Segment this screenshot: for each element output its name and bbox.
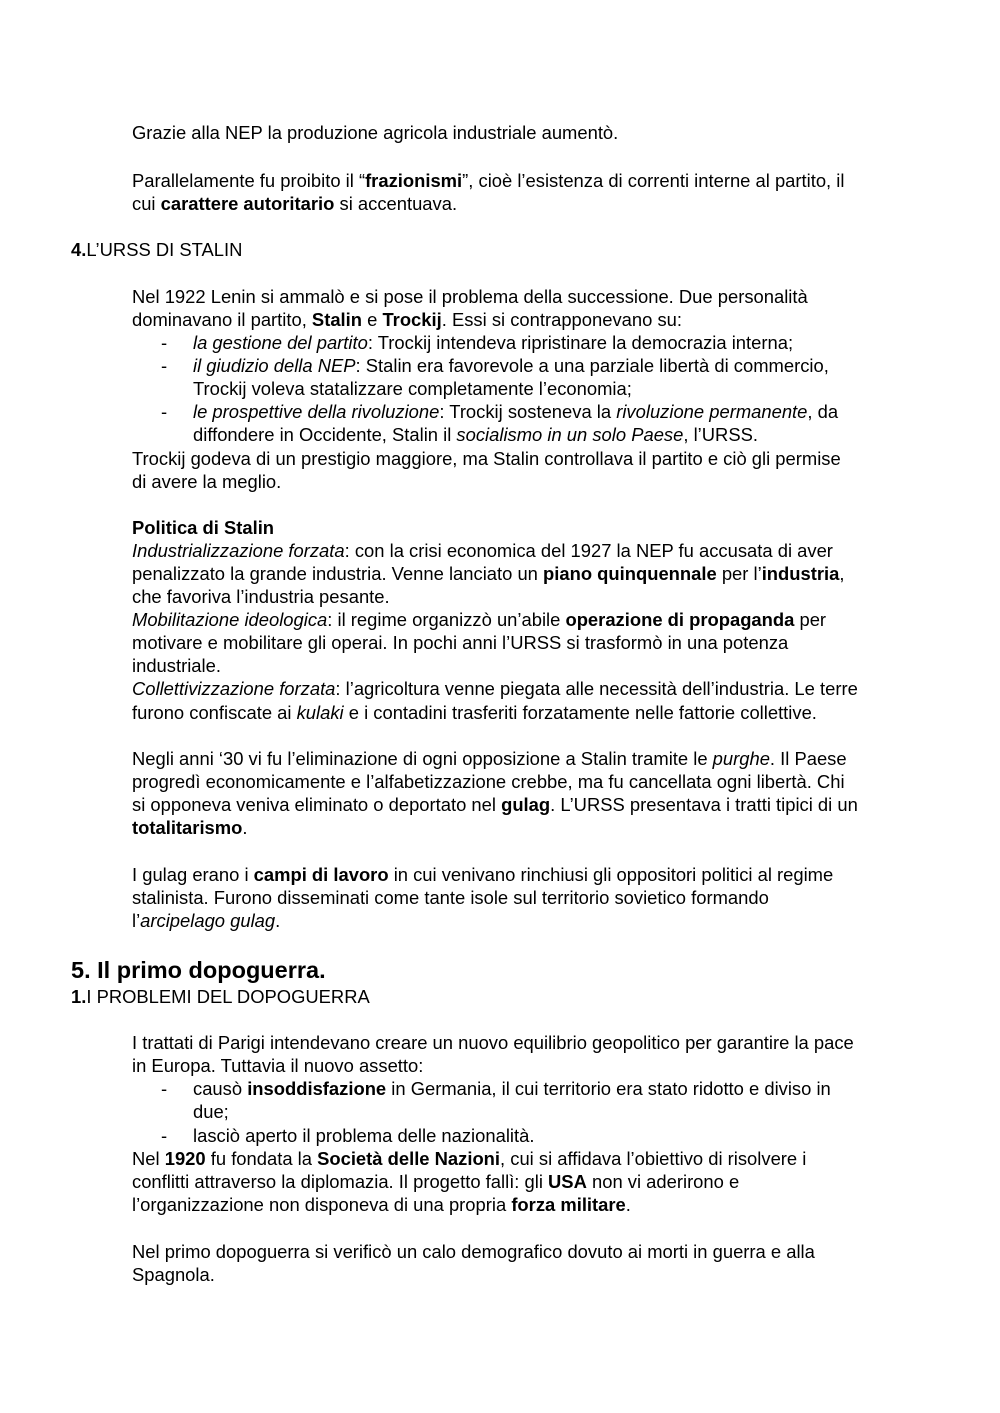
bullet-dash: - [161, 401, 168, 422]
paragraph-societa-nazioni-line1: Nel 1920 fu fondata la Società delle Nazioni, cui si affidava l’obiettivo di risolvere i [132, 1148, 807, 1169]
bullet-giudizio-nep-line1: il giudizio della NEP: Stalin era favorevole a una parziale libertà di commercio, [193, 355, 829, 376]
paragraph-societa-nazioni-line2: conflitti attraverso la diplomazia. Il progetto fallì: gli USA non vi aderirono e [132, 1171, 740, 1192]
paragraph-industrializzazione-line1: Industrializzazione forzata: con la crisi economica del 1927 la NEP fu accusata di aver [132, 540, 833, 561]
paragraph-purghe-line3: si opponeva veniva eliminato o deportato nel gulag. L’URSS presentava i tratti tipici di un [132, 794, 858, 815]
paragraph-calo-demografico-line2: Spagnola. [132, 1264, 215, 1285]
bullet-dash: - [161, 1125, 168, 1146]
paragraph-trattati-parigi-line1: I trattati di Parigi intendevano creare un nuovo equilibrio geopolitico per garantire la pace [132, 1032, 854, 1053]
bullet-insoddisfazione-line2: due; [193, 1101, 229, 1122]
section-heading-problemi-dopoguerra: 1.I PROBLEMI DEL DOPOGUERRA [71, 986, 370, 1007]
paragraph-trockij-prestige-line1: Trockij godeva di un prestigio maggiore, ma Stalin controllava il partito e ciò gli permise [132, 448, 841, 469]
paragraph-collettivizzazione-line1: Collettivizzazione forzata: l’agricoltura venne piegata alle necessità dell’industria. Le terre [132, 678, 858, 699]
subheading-politica-stalin: Politica di Stalin [132, 517, 275, 538]
paragraph-frazionismi-line1: Parallelamente fu proibito il “frazionismi”, cioè l’esistenza di correnti interne al partito, il [132, 170, 845, 191]
chapter-title-primo-dopoguerra: 5. Il primo dopoguerra. [71, 957, 326, 983]
paragraph-nep-production: Grazie alla NEP la produzione agricola industriale aumentò. [132, 122, 619, 143]
paragraph-collettivizzazione-line2: furono confiscate ai kulaki e i contadini trasferiti forzatamente nelle fattorie collettive. [132, 702, 817, 723]
paragraph-trattati-parigi-line2: in Europa. Tuttavia il nuovo assetto: [132, 1055, 424, 1076]
paragraph-industrializzazione-line2: penalizzato la grande industria. Venne lanciato un piano quinquennale per l’industria, [132, 563, 845, 584]
paragraph-mobilitazione-line3: industriale. [132, 655, 221, 676]
bullet-dash: - [161, 355, 168, 376]
paragraph-gulag-line3: l’arcipelago gulag. [132, 910, 281, 931]
paragraph-purghe-line4: totalitarismo. [132, 817, 248, 838]
bullet-dash: - [161, 1078, 168, 1099]
paragraph-industrializzazione-line3: che favoriva l’industria pesante. [132, 586, 390, 607]
bullet-insoddisfazione-line1: causò insoddisfazione in Germania, il cui territorio era stato ridotto e diviso in [193, 1078, 831, 1099]
bullet-prospettive-line2: diffondere in Occidente, Stalin il socialismo in un solo Paese, l’URSS. [193, 424, 758, 445]
paragraph-purghe-line2: progredì economicamente e l’alfabetizzazione crebbe, ma fu cancellata ogni libertà. Chi [132, 771, 845, 792]
bullet-dash: - [161, 332, 168, 353]
paragraph-succession-line2: dominavano il partito, Stalin e Trockij. Essi si contrapponevano su: [132, 309, 682, 330]
paragraph-societa-nazioni-line3: l’organizzazione non disponeva di una propria forza militare. [132, 1194, 631, 1215]
paragraph-succession-line1: Nel 1922 Lenin si ammalò e si pose il problema della successione. Due personalità [132, 286, 808, 307]
bullet-gestione-partito: la gestione del partito: Trockij intendeva ripristinare la democrazia interna; [193, 332, 794, 353]
paragraph-gulag-line1: I gulag erano i campi di lavoro in cui venivano rinchiusi gli oppositori politici al regime [132, 864, 834, 885]
paragraph-purghe-line1: Negli anni ‘30 vi fu l’eliminazione di ogni opposizione a Stalin tramite le purghe. Il Paese [132, 748, 847, 769]
paragraph-mobilitazione-line1: Mobilitazione ideologica: il regime organizzò un’abile operazione di propaganda per [132, 609, 827, 630]
paragraph-trockij-prestige-line2: di avere la meglio. [132, 471, 282, 492]
bullet-nazionalita: lasciò aperto il problema delle nazionalità. [193, 1125, 535, 1146]
paragraph-frazionismi-line2: cui carattere autoritario si accentuava. [132, 193, 458, 214]
paragraph-mobilitazione-line2: motivare e mobilitare gli operai. In pochi anni l’URSS si trasformò in una potenza [132, 632, 789, 653]
bullet-giudizio-nep-line2: Trockij voleva statalizzare completamente l’economia; [193, 378, 632, 399]
section-heading-urss-stalin: 4.L’URSS DI STALIN [71, 239, 243, 260]
paragraph-gulag-line2: stalinista. Furono disseminati come tante isole sul territorio sovietico formando [132, 887, 769, 908]
paragraph-calo-demografico-line1: Nel primo dopoguerra si verificò un calo demografico dovuto ai morti in guerra e alla [132, 1241, 815, 1262]
bullet-prospettive-line1: le prospettive della rivoluzione: Trockij sosteneva la rivoluzione permanente, da [193, 401, 839, 422]
